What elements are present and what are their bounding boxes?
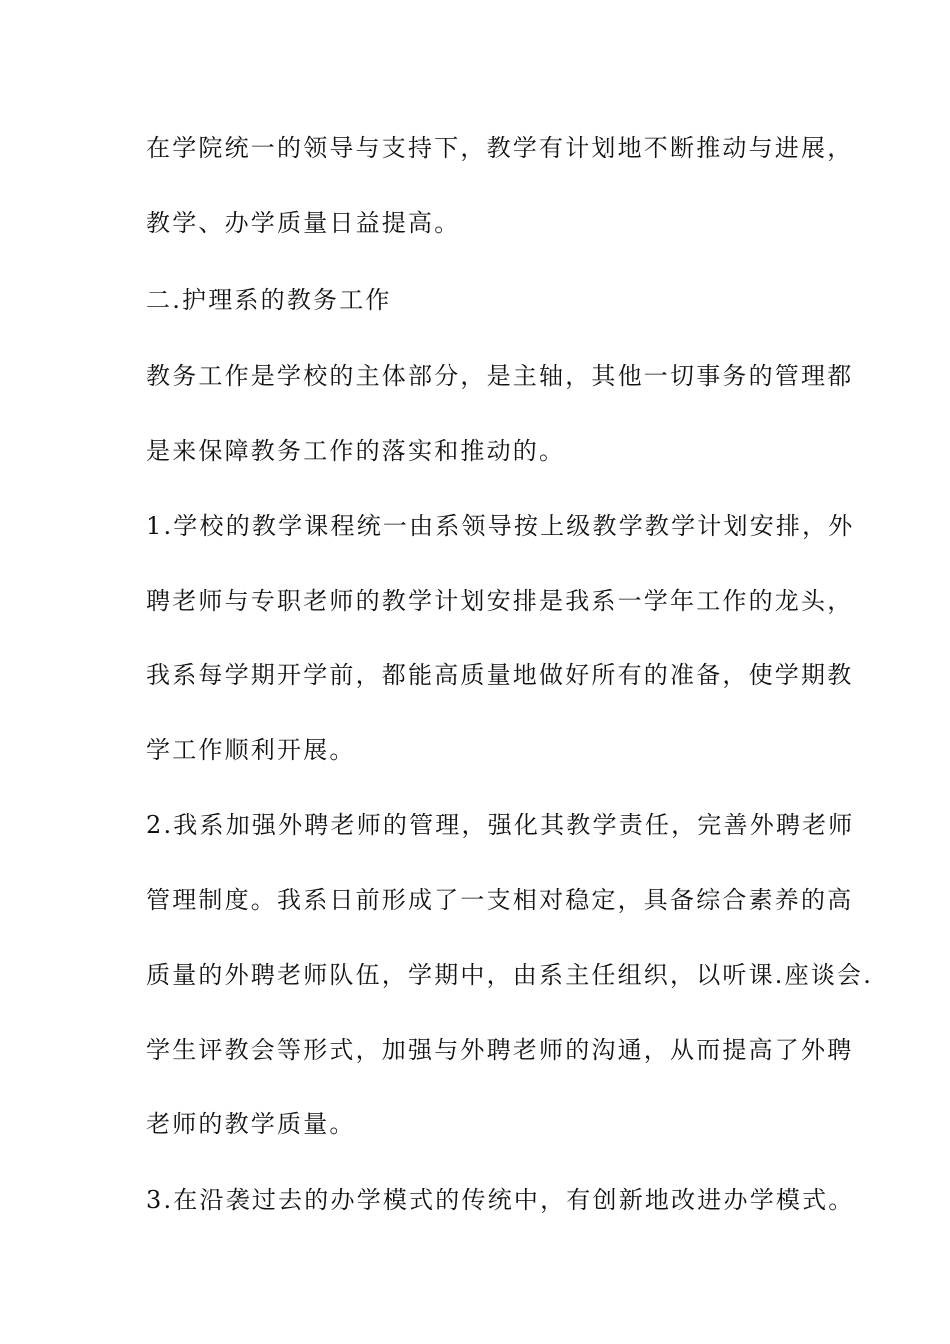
text-line: 1.学校的教学课程统一由系领导按上级教学教学计划安排，外 (146, 512, 855, 540)
text-line: 教学、办学质量日益提高。 (146, 209, 461, 237)
section-heading: 二.护理系的教务工作 (146, 286, 392, 314)
text-line: 质量的外聘老师队伍，学期中，由系主任组织，以听课.座谈会. (146, 961, 874, 989)
text-line: 聘老师与专职老师的教学计划安排是我系一学年工作的龙头， (146, 587, 854, 615)
text-line: 学生评教会等形式，加强与外聘老师的沟通，从而提高了外聘 (146, 1036, 854, 1064)
text-line: 是来保障教务工作的落实和推动的。 (146, 437, 566, 465)
text-line: 我系每学期开学前，都能高质量地做好所有的准备，使学期教 (146, 661, 854, 689)
text-line: 学工作顺利开展。 (146, 736, 356, 764)
text-line: 3.在沿袭过去的办学模式的传统中，有创新地改进办学模式。 (146, 1186, 855, 1214)
text-line: 老师的教学质量。 (146, 1110, 356, 1138)
text-line: 在学院统一的领导与支持下，教学有计划地不断推动与进展， (146, 134, 854, 162)
text-line: 管理制度。我系日前形成了一支相对稳定，具备综合素养的高 (146, 886, 854, 914)
text-line: 教务工作是学校的主体部分，是主轴，其他一切事务的管理都 (146, 362, 854, 390)
text-line: 2.我系加强外聘老师的管理，强化其教学责任，完善外聘老师 (146, 811, 855, 839)
